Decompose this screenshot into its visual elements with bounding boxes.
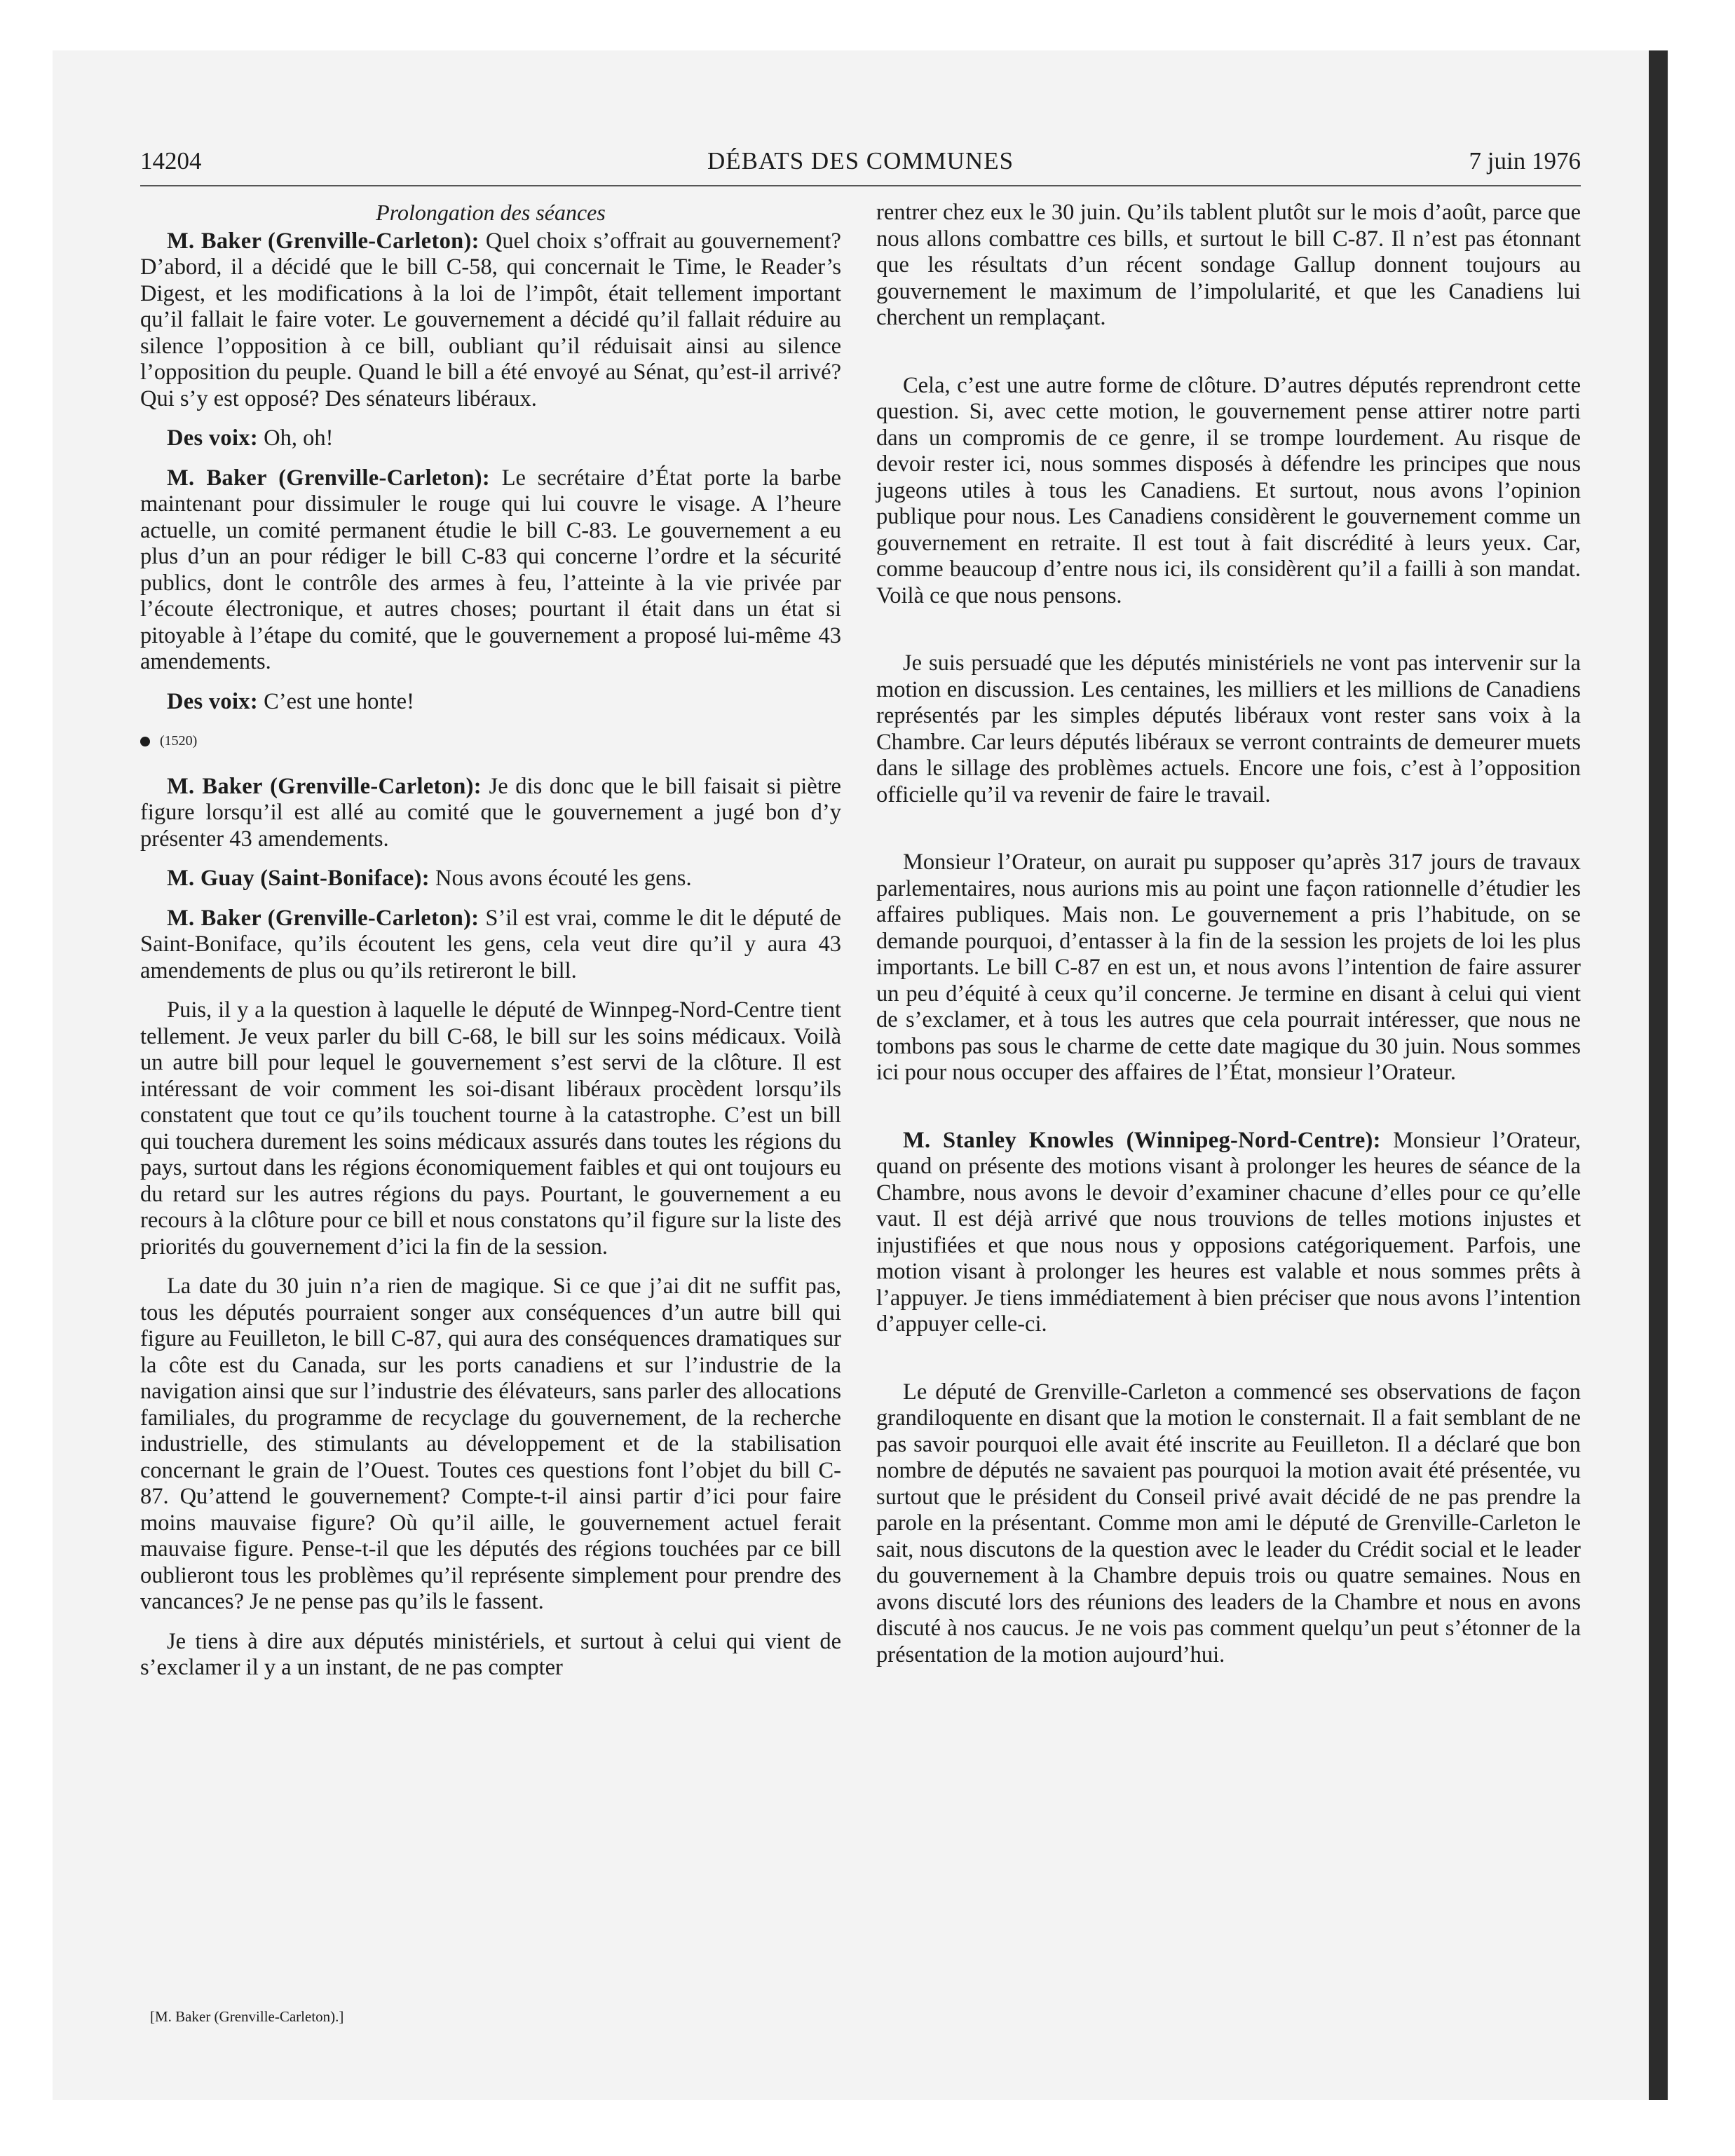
speech-paragraph: Puis, il y a la question à laquelle le député de Winnpeg-Nord-Centre tient tellement. Je veux parler du bill C-68, le bill sur les soins médicaux. Voilà un autre bill pour lequel le gouvernement s’est servi de la clôture. Il est intéressant de voir comment les soi-disant libéraux procèdent lorsqu’ils constatent que tout ce qu’ils touchent tourne à la catastrophe. C’est un bill qui touchera durement les soins médicaux assurés dans toutes les régions du pays, surtout dans les régions économiquement faibles et qui ont toujours eu du retard sur les autres régions du pays. Pourtant, le gouvernement a eu recours à la clôture pour ce bill et nous constatons qu’il figure sur la liste des priorités du gouvernement d’ici la fin de la session. (140, 997, 841, 1260)
speaker-name: M. Guay (Saint-Boniface): (167, 866, 430, 891)
speech-text: Le secrétaire d’État porte la barbe maintenant pour dissimuler le rouge qui lui couvre le visage. A l’heure actuelle, un comité permanent étudie le bill C-83. Le gouvernement a eu plus d’un an pour rédiger le bill C-83 qui concerne l’ordre et la sécurité publics, dont le contrôle des armes à feu, l’atteinte à la vie privée par l’écoute électronique, et autres choses; pourtant il était dans un état si pitoyable à l’étape du comité, que le gouvernement a proposé lui-même 43 amendements. (140, 465, 841, 674)
paragraph-gap (876, 345, 1581, 373)
speaker-name: M. Baker (Grenville-Carleton): (167, 465, 490, 491)
speech-paragraph (876, 1128, 1581, 1338)
time-marker-text: (1520) (160, 733, 198, 749)
left-column (140, 200, 841, 1695)
page-number: 14204 (140, 147, 202, 175)
speech-paragraph (140, 689, 841, 716)
paragraph-gap (876, 821, 1581, 850)
time-marker (140, 728, 841, 755)
speech-text: C’est une honte! (257, 688, 414, 714)
speech-paragraph (140, 866, 841, 892)
speaker-name: Des voix: (167, 688, 258, 714)
speaker-name: M. Baker (Grenville-Carleton): (167, 228, 479, 254)
paragraph-gap (876, 622, 1581, 650)
issue-date: 7 juin 1976 (1469, 147, 1581, 175)
speaker-name: M. Baker (Grenville-Carleton): (167, 773, 482, 799)
speech-paragraph: rentrer chez eux le 30 juin. Qu’ils tablent plutôt sur le mois d’août, parce que nous allons combattre ces bills, et surtout le bill C-87. Il n’est pas étonnant que les résultats d’un récent sondage Gallup donnent toujours au gouvernement le maximum de l’impolularité, et que les Canadiens lui cherchent un remplaçant. (876, 200, 1581, 330)
speech-paragraph: Monsieur l’Orateur, on aurait pu supposer qu’après 317 jours de travaux parlementaires, nous aurions mis au point une façon rationnelle d’étudier les affaires publiques. Mais non. Le gouvernement a pris l’habitude, on se demande pourquoi, d’entasser à la fin de la session les projets de loi les plus importants. Le bill C-87 en est un, et nous avons l’intention de faire assurer un peu d’équité à ceux qu’il concerne. Je termine en disant à celui qui vient de s’exclamer, et à tous les autres que cela pourrait intéresser, que nous ne tombons pas sous le charme de cette date magique du 30 juin. Nous sommes ici pour nous occuper des affaires de l’État, monsieur l’Orateur. (876, 850, 1581, 1085)
speech-text: S’il est vrai, comme le dit le député de Saint-Boniface, qu’ils écoutent les gens, cela veut dire qu’il y aura 43 amendements de plus ou qu’ils retireront le bill. (140, 905, 841, 983)
continued-speaker-note: [M. Baker (Grenville-Carleton).] (150, 2008, 344, 2025)
speech-paragraph: La date du 30 juin n’a rien de magique. Si ce que j’ai dit ne suffit pas, tous les députés pourraient songer aux conséquences d’un autre bill qui figure au Feuilleton, le bill C-87, qui aura des conséquences dramatiques sur la côte est du Canada, sur les ports canadiens et sur l’industrie de la navigation ainsi que sur l’industrie des élévateurs, sans parler des allocations familiales, du programme de recyclage du gouvernement, de la recherche industrielle, des stimulants au développement et de la stabilisation concernant le grain de l’Ouest. Toutes ces questions font l’objet du bill C-87. Qu’attend le gouvernement? Compte-t-il ainsi partir d’ici pour faire moins mauvaise figure? Où qu’il aille, le gouvernement actuel ferait mauvaise figure. Pense-t-il que les députés des régions touchées par ce bill oublieront tous les problèmes qu’il représente simplement pour prendre des vancances? Je ne pense pas qu’ils le fassent. (140, 1274, 841, 1614)
section-title: Prolongation des séances (376, 200, 606, 225)
right-column (876, 200, 1581, 1681)
speech-paragraph: Le député de Grenville-Carleton a commencé ses observations de façon grandiloquente en disant que la motion le consternait. Il a fait semblant de ne pas savoir pourquoi elle avait été inscrite au Feuilleton. Il a déclaré que bon nombre de députés ne savaient pas pourquoi la motion avait été présentée, vu surtout que le président du Conseil privé avait décidé de ne pas prendre la parole en la présentant. Comme mon ami le député de Grenville-Carleton le sait, nous discutons de la question avec le leader du Crédit social et le leader du gouvernement à la Chambre depuis trois ou quatre semaines. Nous en avons discuté lors des réunions des leaders de la Chambre et nous en avons discuté à nos caucus. Je ne vois pas comment quelqu’un peut s’étonner de la présentation de la motion aujourd’hui. (876, 1379, 1581, 1667)
speech-paragraph: Cela, c’est une autre forme de clôture. D’autres députés reprendront cette question. Si, avec cette motion, le gouvernement pense attirer notre parti dans un compromis de ce genre, il se trompe lourdement. Au risque de devoir rester ici, nous sommes disposés à défendre les principes que nous jugeons utiles à tous les Canadiens. Et surtout, nous avons l’opinion publique pour nous. Les Canadiens considèrent le gouvernement comme un gouvernement en retraite. Il est tout à fait discrédité à leurs yeux. Car, comme beaucoup d’entre nous ici, ils considèrent qu’il a failli à son mandat. Voilà ce que nous pensons. (876, 372, 1581, 608)
speech-paragraph: Je suis persuadé que les députés ministériels ne vont pas intervenir sur la motion en discussion. Les centaines, les milliers et les millions de Canadiens représentés par les simples députés libéraux vont rester sans voix à la Chambre. Car leurs députés libéraux se verront contraints de demeurer muets dans le sillage des problèmes actuels. Encore une fois, c’est à l’opposition officielle qu’il va revenir de faire le travail. (876, 650, 1581, 807)
speech-text: Je dis donc que le bill faisait si piètre figure lorsqu’il est allé au comité que le gouvernement a jugé bon d’y présenter 43 amendements. (140, 773, 841, 852)
paragraph-gap (876, 1100, 1581, 1128)
speaker-name: M. Baker (Grenville-Carleton): (167, 905, 479, 931)
paragraph-gap (876, 1351, 1581, 1379)
scan-edge-shadow (1649, 50, 1668, 2100)
speech-text: Monsieur l’Orateur, quand on présente des motions visant à prolonger les heures de séance de la Chambre, nous avons le devoir d’examiner chacune d’elles pour ce qu’elle vaut. Il est déjà arrivé que nous trouvions de telles motions injustes et injustifiées et que nous nous y opposions catégoriquement. Parfois, une motion visant à prolonger les heures est valable et nous sommes prêts à l’appuyer. Je tiens immédiatement à bien préciser que nous avons l’intention d’appuyer celle-ci. (876, 1127, 1581, 1337)
publication-title: DÉBATS DES COMMUNES (707, 147, 1014, 175)
bullet-dot-icon (140, 737, 150, 746)
speech-paragraph (140, 906, 841, 985)
speech-paragraph: Je tiens à dire aux députés ministériels, et surtout à celui qui vient de s’exclamer il y a un instant, de ne pas compter (140, 1628, 841, 1680)
speaker-name: M. Stanley Knowles (Winnipeg-Nord-Centre): (903, 1127, 1381, 1153)
speech-paragraph (140, 465, 841, 676)
speech-text: Nous avons écouté les gens. (429, 866, 692, 891)
speaker-name: Des voix: (167, 425, 258, 451)
speech-text: Quel choix s’offrait au gouvernement? D’abord, il a décidé que le bill C-58, qui concernait le Time, le Reader’s Digest, et les modifications à la loi de l’impôt, était tellement important qu’il fallait le faire voter. Le gouvernement a décidé qu’il fallait réduire au silence l’opposition à ce bill, oubliant qu’il réduisait ainsi au silence l’opposition du peuple. Quand le bill a été envoyé au Sénat, qu’est-il arrivé? Qui s’y est opposé? Des sénateurs libéraux. (140, 228, 841, 411)
page-header (140, 146, 1581, 186)
speech-paragraph (140, 228, 841, 413)
speech-paragraph (140, 774, 841, 853)
speech-paragraph (140, 425, 841, 452)
speech-text: Oh, oh! (257, 425, 334, 451)
